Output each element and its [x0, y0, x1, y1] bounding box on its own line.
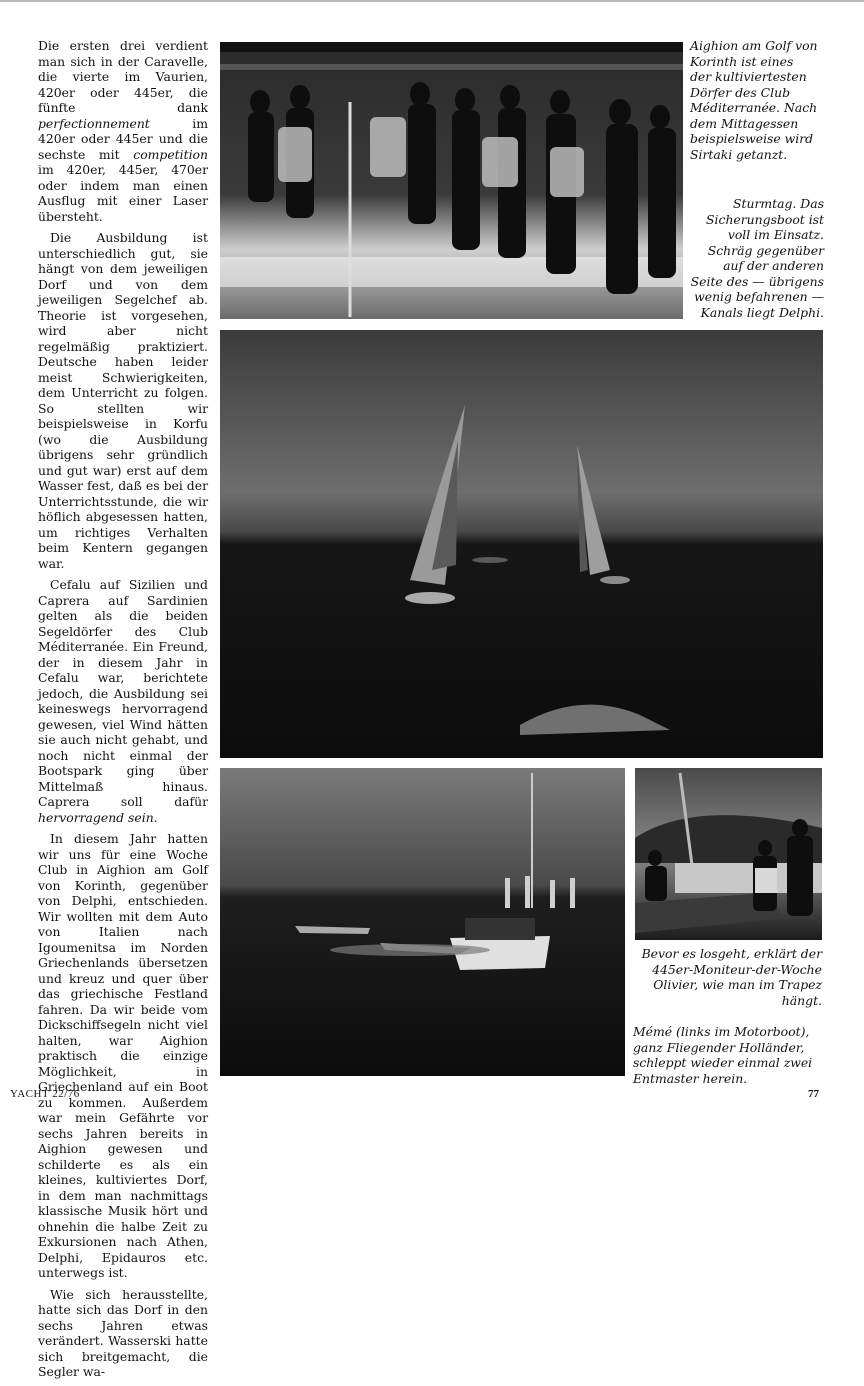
article-text-run: Wie sich herausstellte, hatte sich das Dorf in den sechs Jahren etwas verändert. Wasserski hatte sich breitgemacht, die Segler wa- [38, 1286, 208, 1379]
article-text-run: Die Ausbildung ist unterschiedlich gut, sie hängt von dem jeweiligen Dorf und von dem jeweiligen Segelchef ab. Theorie ist vorgesehen, wird aber nicht regelmäßig praktiziert. Deutsche haben leider meist Schwierigkeiten, dem Unterricht zu folgen. So stellten wir beispielsweise in Korfu (wo die Ausbildung übrigens sehr gründlich und gut war) erst auf dem Wasser fest, daß es bei der Unterrichtsstunde, die wir höflich abgesessen hatten, um richtiges Verhalten beim Kentern gegangen war. [38, 230, 208, 571]
article-text-run: im 420er, 445er, 470er oder indem man einen Ausflug mit einer Laser übersteht. [38, 162, 208, 224]
photo-trapeze-image [635, 768, 822, 940]
footer-magazine-issue: YACHT 22/76 [10, 1088, 80, 1100]
article-text-run: im 420er oder 445er und die sechste mit [38, 115, 208, 162]
photo-motorboat-image [220, 768, 625, 1076]
article-italic-term: perfectionnement [38, 115, 150, 131]
footer-page-number: 77 [808, 1088, 819, 1100]
article-paragraph [38, 38, 208, 224]
caption-bevor: Bevor es losgeht, erklärt der 445er-Moniteur-der-Woche Olivier, wie man im Trapez hängt. [641, 946, 822, 1008]
article-paragraph [38, 230, 208, 571]
article-paragraph [38, 577, 208, 825]
article-italic-term: hervorragend sein. [38, 809, 158, 825]
photo-sailboats-stormy [220, 330, 823, 758]
article-paragraph [38, 1287, 208, 1380]
caption-aighion: Aighion am Golf von Korinth ist eines der kultiviertesten Dörfer des Club Méditerranée. Nach dem Mittagessen beispielsweise wird Sirtaki getanzt. [690, 38, 818, 162]
caption-sturmtag: Sturmtag. Das Sicherungsboot ist voll im Einsatz. Schräg gegenüber auf der anderen Seite des — übrigens wenig befahrenen — Kanals liegt Delphi. [690, 196, 824, 320]
article-text-run: In diesem Jahr hatten wir uns für eine Woche Club in Aighion am Golf von Korinth, gegenüber von Delphi, entschieden. Wir wollten mit dem Auto von Italien nach Igoumenitsa im Norden Griechenlands übersetzen und kreuz und quer über das griechische Festland fahren. Da wir beide vom Dickschiffsegeln nicht viel halten, war Aighion praktisch die einzige Möglichkeit, in Griechenland auf ein Boot zu kommen. Außerdem war mein Gefährte vor sechs Jahren bereits in Aighion gewesen und schilderte es als ein kleines, kultiviertes Dorf, in dem man nachmittags klassische Musik hört und ohnehin die halbe Zeit zu Exkursionen nach Athen, Delphi, Epidauros etc. unterwegs ist. [38, 831, 208, 1280]
photo-sirtaki-dance [220, 42, 683, 319]
article-italic-term: competition [133, 146, 208, 162]
page-top-rule [0, 0, 864, 2]
photo-sailboats-image [220, 330, 823, 758]
article-text-run: Die ersten drei verdient man sich in der Caravelle, die vierte im Vaurien, 420er oder 445er, die fünfte dank [38, 38, 208, 115]
article-text-run: Cefalu auf Sizilien und Caprera auf Sardinien gelten als die beiden Segeldörfer des Club Méditerranée. Ein Freund, der in diesem Jahr in Cefalu war, berichtete jedoch, die Ausbildung sei keineswegs hervorragend gewesen, viel Wind hätten sie auch nicht gehabt, und noch nicht einmal der Bootspark ging über Mittelmaß hinaus. Caprera soll dafür [38, 577, 208, 809]
article-text-column [38, 38, 208, 1386]
caption-meme: Mémé (links im Motorboot), ganz Fliegender Holländer, schleppt wieder einmal zwei Entmaster herein. [633, 1024, 813, 1086]
photo-motorboat-towing [220, 768, 625, 1076]
article-paragraph [38, 831, 208, 1281]
photo-trapeze-lesson [635, 768, 822, 940]
photo-sirtaki-image [220, 42, 683, 319]
